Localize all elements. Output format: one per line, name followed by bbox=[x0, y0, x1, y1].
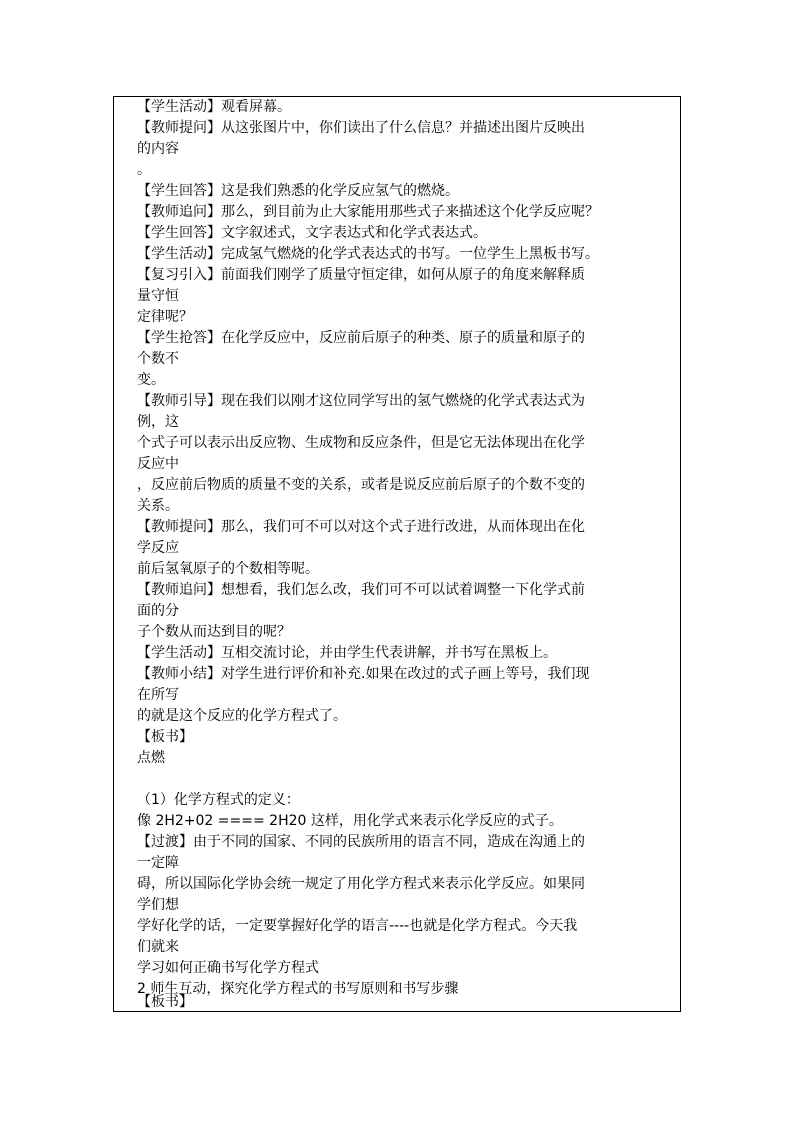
text-line: 【教师追问】那么，到目前为止大家能用那些式子来描述这个化学反应呢？ bbox=[137, 204, 599, 220]
text-line: 碍，所以国际化学协会统一规定了用化学方程式来表示化学反应。如果同 bbox=[137, 876, 585, 892]
text-line: 【教师小结】对学生进行评价和补充.如果在改过的式子画上等号，我们现 bbox=[137, 666, 590, 682]
text-line: 像 2H2+02 ==== 2H20 这样，用化学式来表示化学反应的式子。 bbox=[137, 813, 563, 829]
text-line: 【学生活动】观看屏幕。 bbox=[137, 99, 291, 115]
text-line: 的内容 bbox=[137, 141, 179, 157]
text-line: 个数不 bbox=[137, 351, 179, 367]
text-line: 定律呢？ bbox=[137, 309, 193, 325]
text-line: 【板书】 bbox=[137, 729, 193, 745]
text-line: 。 bbox=[137, 162, 151, 178]
text-line: 【学生回答】文字叙述式，文字表达式和化学式表达式。 bbox=[137, 225, 487, 241]
text-line: 【教师引导】现在我们以刚才这位同学写出的氢气燃烧的化学式表达式为 bbox=[137, 393, 585, 409]
text-line: 个式子可以表示出反应物、生成物和反应条件，但是它无法体现出在化学 bbox=[137, 435, 585, 451]
text-line: 【过渡】由于不同的国家、不同的民族所用的语言不同，造成在沟通上的 bbox=[137, 834, 585, 850]
text-line: 【教师提问】那么，我们可不可以对这个式子进行改进，从而体现出在化 bbox=[137, 519, 585, 535]
text-line: 【学生活动】完成氢气燃烧的化学式表达式的书写。一位学生上黑板书写。 bbox=[137, 246, 599, 262]
text-line: 学好化学的话，一定要掌握好化学的语言----也就是化学方程式。今天我 bbox=[137, 918, 578, 934]
text-line: 【复习引入】前面我们刚学了质量守恒定律，如何从原子的角度来解释质 bbox=[137, 267, 585, 283]
text-line: 面的分 bbox=[137, 603, 179, 619]
text-line: 例，这 bbox=[137, 414, 179, 430]
text-line: 【学生抢答】在化学反应中，反应前后原子的种类、原子的质量和原子的 bbox=[137, 330, 585, 346]
text-line: 子个数从而达到目的呢？ bbox=[137, 624, 291, 640]
text-line: 【教师追问】想想看，我们怎么改，我们可不可以试着调整一下化学式前 bbox=[137, 582, 585, 598]
text-line: 2 师生互动，探究化学方程式的书写原则和书写步骤 bbox=[137, 981, 459, 997]
text-line: 学习如何正确书写化学方程式 bbox=[137, 960, 319, 976]
text-line: ，反应前后物质的质量不变的关系，或者是说反应前后原子的个数不变的 bbox=[137, 477, 585, 493]
text-line: 【学生回答】这是我们熟悉的化学反应氢气的燃烧。 bbox=[137, 183, 459, 199]
text-line: 的就是这个反应的化学方程式了。 bbox=[137, 708, 347, 724]
text-line: 点燃 bbox=[137, 750, 165, 766]
text-line: 【板书】 bbox=[137, 994, 193, 1010]
text-line: 在所写 bbox=[137, 687, 179, 703]
text-line: 反应中 bbox=[137, 456, 179, 472]
text-line: （1）化学方程式的定义： bbox=[137, 792, 300, 808]
text-line: 变。 bbox=[137, 372, 165, 388]
text-line: 学们想 bbox=[137, 897, 179, 913]
text-line: 们就来 bbox=[137, 939, 179, 955]
text-line: 量守恒 bbox=[137, 288, 179, 304]
text-line: 【学生活动】互相交流讨论，并由学生代表讲解，并书写在黑板上。 bbox=[137, 645, 557, 661]
text-line: 一定障 bbox=[137, 855, 179, 871]
text-line: 【教师提问】从这张图片中，你们读出了什么信息？并描述出图片反映出 bbox=[137, 120, 585, 136]
text-line: 学反应 bbox=[137, 540, 179, 556]
text-line: 前后氢氧原子的个数相等呢。 bbox=[137, 561, 319, 577]
text-line: 关系。 bbox=[137, 498, 179, 514]
